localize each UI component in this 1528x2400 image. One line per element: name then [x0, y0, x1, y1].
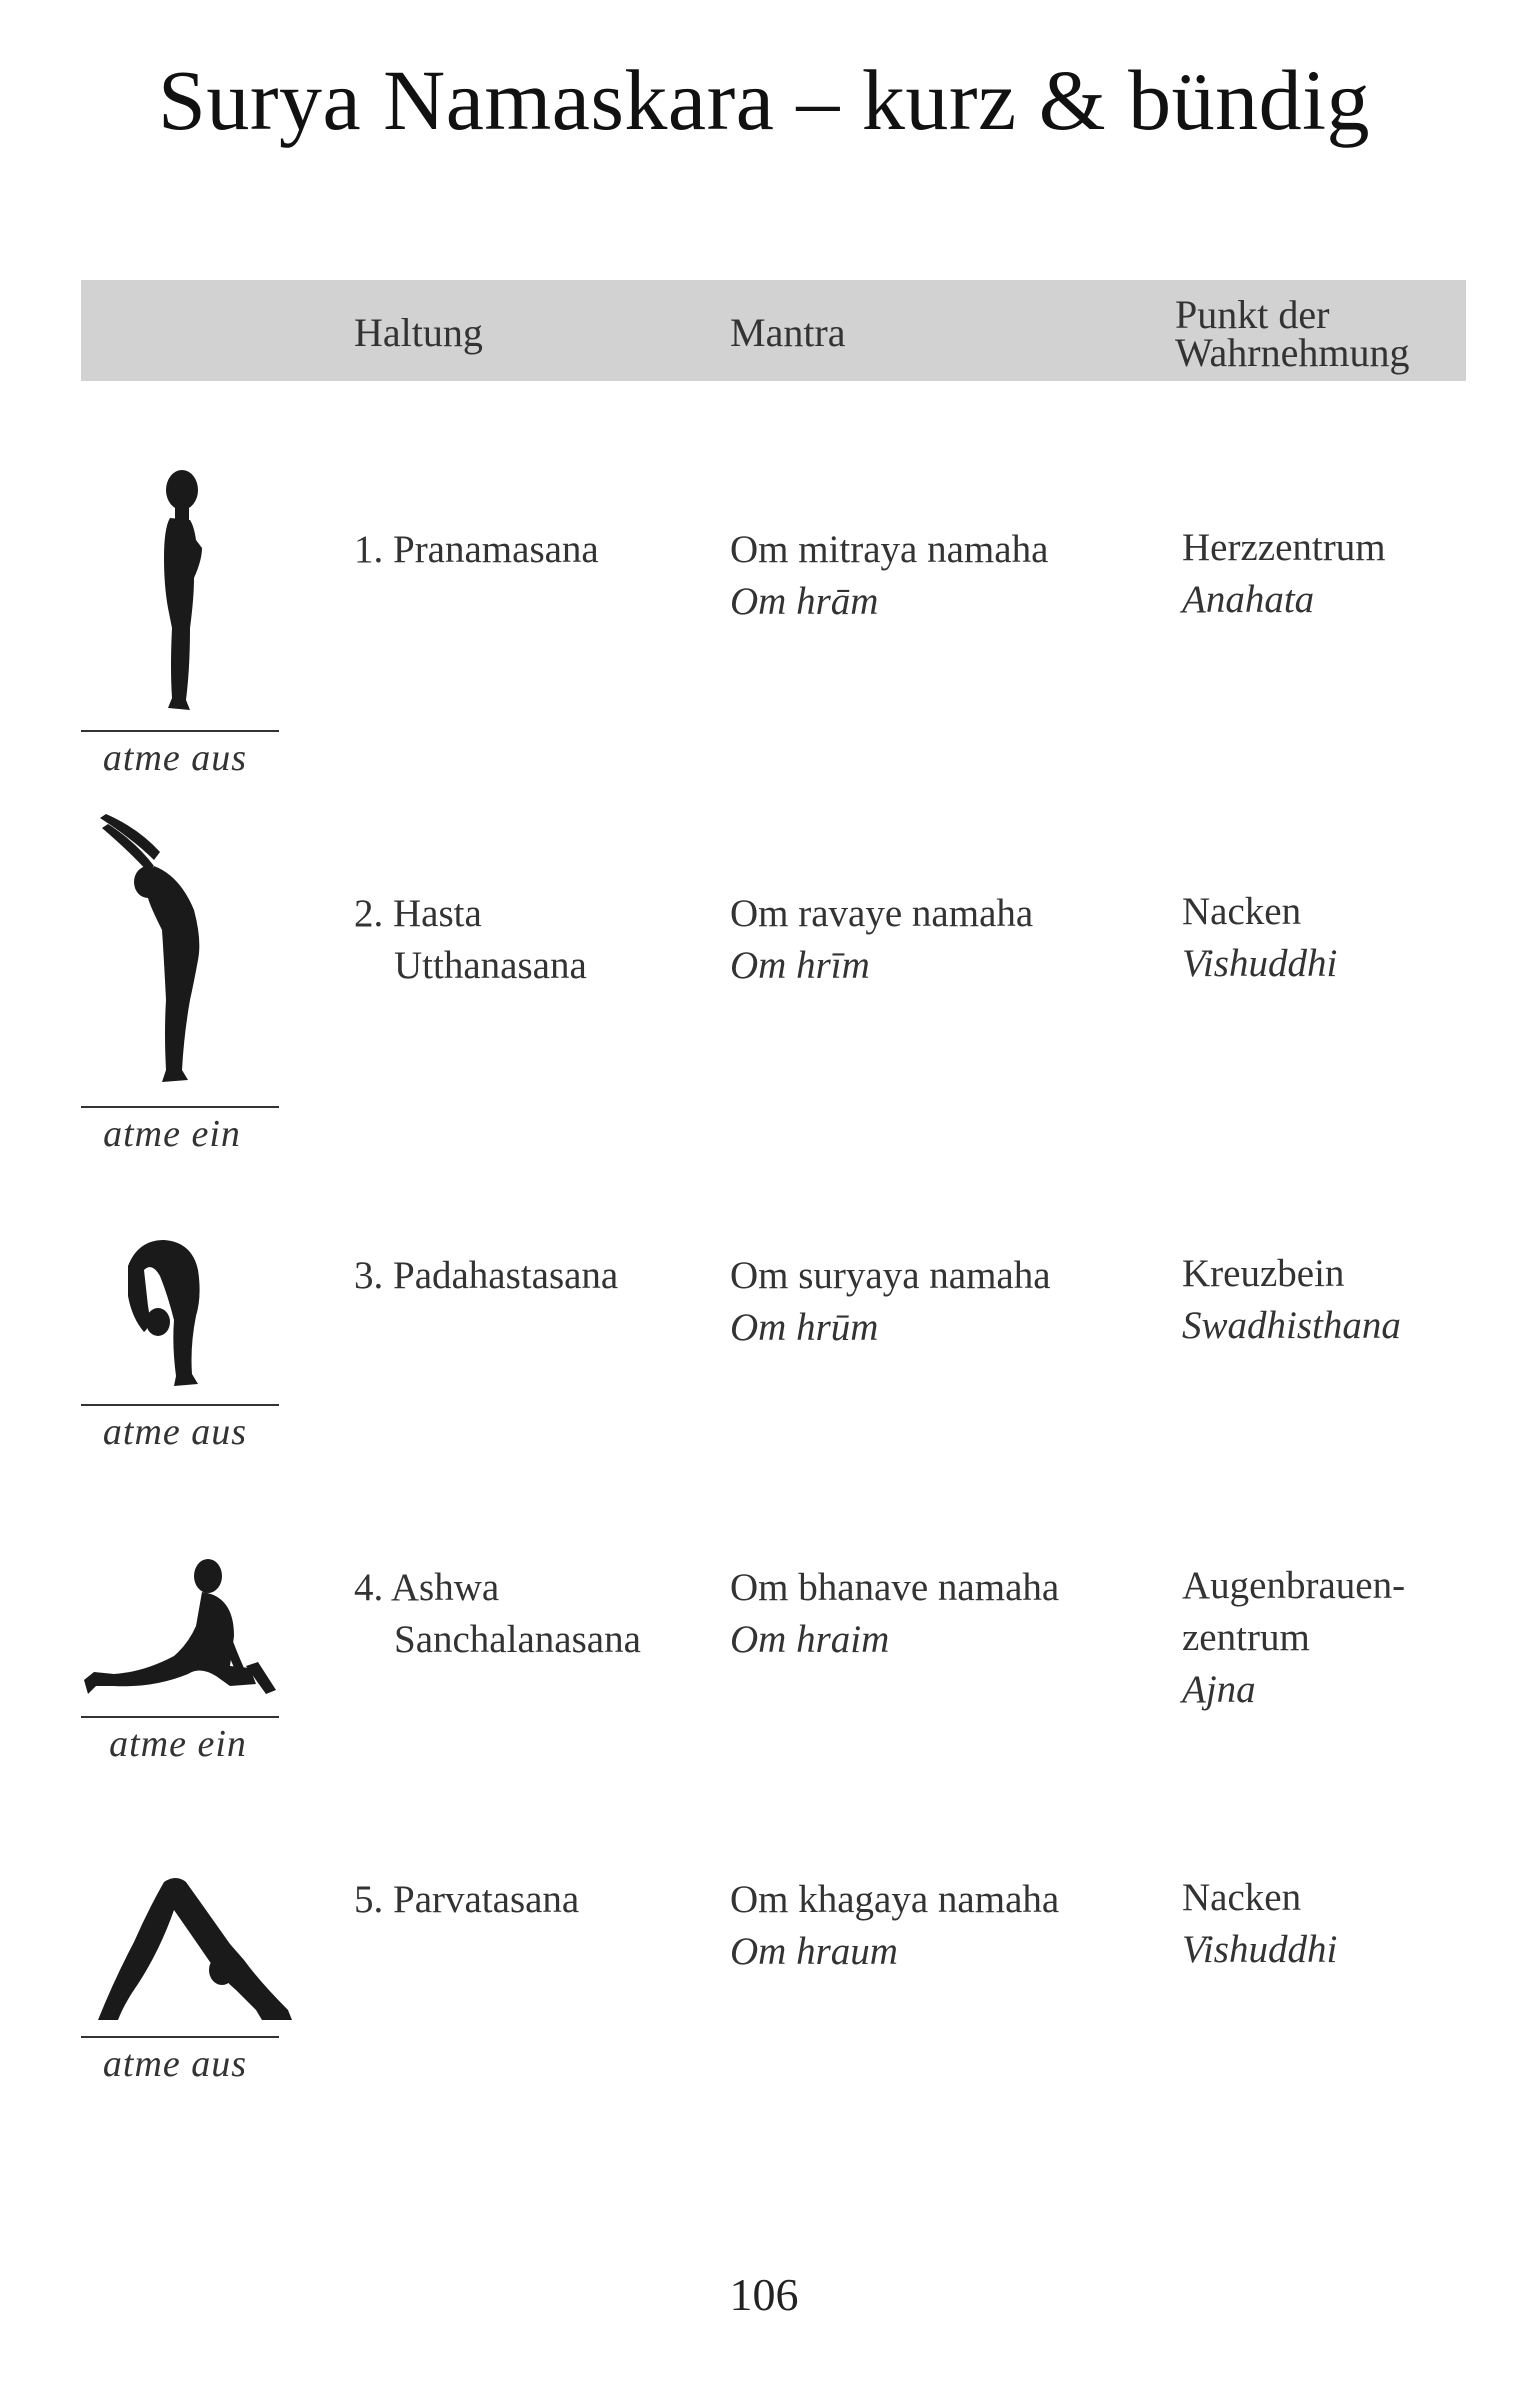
chakra-name: Anahata — [1182, 578, 1315, 621]
header-mantra: Mantra — [730, 310, 846, 355]
posture-name — [354, 1874, 579, 1926]
focus-text: Nacken — [1182, 1876, 1302, 1919]
bija-mantra: Om hraum — [730, 1930, 898, 1973]
bija-mantra: Om hrīm — [730, 944, 870, 987]
mantra-cell — [730, 1562, 1059, 1666]
posture-name — [354, 1250, 618, 1302]
breath-label: atme aus — [102, 1411, 248, 1453]
focus-text: Augenbrauen- — [1182, 1564, 1406, 1607]
bija-mantra: Om hrūm — [730, 1306, 879, 1349]
mantra-text: Om suryaya namaha — [730, 1254, 1051, 1297]
forward-bend-icon — [118, 1236, 208, 1396]
mantra-text: Om khagaya namaha — [730, 1878, 1060, 1921]
mantra-cell — [730, 1250, 1051, 1354]
header-focus-line1: Punkt der — [1175, 292, 1330, 337]
breath-label: atme ein — [109, 1723, 247, 1765]
header-focus-line2: Wahrnehmung — [1175, 330, 1410, 375]
low-lunge-icon — [84, 1556, 294, 1706]
mantra-cell — [730, 888, 1033, 992]
raised-arms-backbend-icon — [98, 810, 208, 1090]
breath-divider — [81, 1106, 279, 1108]
focus-cell — [1182, 1248, 1401, 1352]
chakra-name: Vishuddhi — [1182, 1928, 1338, 1971]
page-number: 106 — [729, 2269, 799, 2320]
focus-cell — [1182, 1872, 1337, 1976]
focus-text: Herzzentrum — [1182, 526, 1386, 569]
chakra-name: Ajna — [1182, 1668, 1256, 1711]
focus-text: Kreuzbein — [1182, 1252, 1345, 1295]
focus-cell — [1182, 886, 1337, 990]
mantra-text: Om bhanave namaha — [730, 1566, 1060, 1609]
mantra-text: Om mitraya namaha — [730, 528, 1049, 571]
chakra-name: Swadhisthana — [1182, 1304, 1401, 1347]
header-focus — [1175, 292, 1410, 375]
focus-text: zentrum — [1182, 1616, 1310, 1659]
breath-divider — [81, 1716, 279, 1718]
breath-label: atme aus — [102, 2043, 248, 2085]
focus-text: Nacken — [1182, 890, 1302, 933]
chakra-name: Vishuddhi — [1182, 942, 1338, 985]
mantra-text: Om ravaye namaha — [730, 892, 1034, 935]
posture-name — [354, 888, 587, 992]
posture-line: 5. Parvatasana — [354, 1878, 580, 1921]
posture-line: Utthanasana — [394, 944, 587, 987]
posture-line: Sanchalanasana — [394, 1618, 641, 1661]
focus-cell — [1182, 1560, 1405, 1716]
breath-label: atme ein — [103, 1113, 241, 1155]
mantra-cell — [730, 524, 1048, 628]
bija-mantra: Om hrām — [730, 580, 879, 623]
breath-divider — [81, 730, 279, 732]
posture-line: 1. Pranamasana — [354, 528, 599, 571]
mantra-cell — [730, 1874, 1059, 1978]
focus-cell — [1182, 522, 1386, 626]
breath-divider — [81, 1404, 279, 1406]
page-title: Surya Namaskara – kurz & bündig — [157, 52, 1371, 148]
posture-line: 4. Ashwa — [354, 1566, 500, 1609]
header-posture: Haltung — [354, 310, 483, 355]
posture-name — [354, 524, 599, 576]
breath-label: atme aus — [102, 737, 248, 779]
posture-line: 3. Padahastasana — [354, 1254, 619, 1297]
standing-prayer-pose-icon — [150, 468, 210, 718]
breath-divider — [81, 2036, 279, 2038]
downward-dog-icon — [84, 1870, 294, 2030]
posture-line: 2. Hasta — [354, 892, 482, 935]
posture-name — [354, 1562, 641, 1666]
bija-mantra: Om hraim — [730, 1618, 890, 1661]
